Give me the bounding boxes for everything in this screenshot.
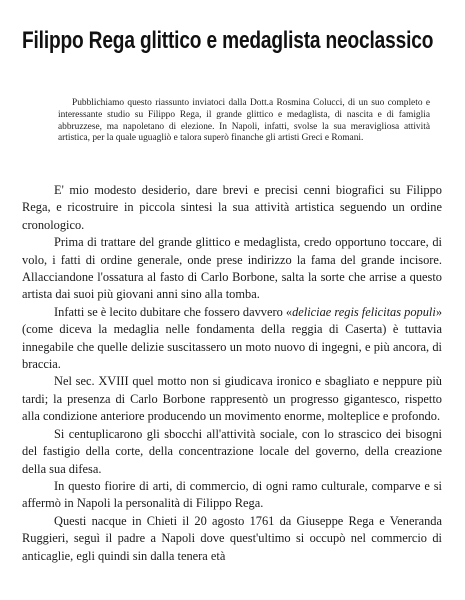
body-paragraph-3 — [22, 304, 442, 374]
body-paragraph-6: In questo fiorire di arti, di commercio, di ogni ramo culturale, comparve e si affermò in Napoli la personalità di Filippo Rega. — [22, 478, 442, 511]
article-title: Filippo Rega glittico e medaglista neoclassico — [22, 27, 434, 54]
body-paragraph-5: Si centuplicarono gli sbocchi all'attività sociale, con lo strascico dei bisogni del fastigio della corte, della concentrazione locale del governo, della creazione della sua difesa. — [22, 426, 442, 476]
body-paragraph-2: Prima di trattare del grande glittico e medaglista, credo opportuno toccare, di volo, i fatti di ordine generale, onde prese indirizzo la fama del grande incisore. Allacciandone l'ossatura al fasto di Carlo Borbone, salta la sorte che arrise a questo artista dai suoi più giovani anni sino alla tomba. — [22, 235, 442, 302]
article-abstract: Pubblichiamo questo riassunto inviatoci dalla Dott.a Rosmina Colucci, di un suo completo e interessante studio su Filippo Rega, il grande glittico e medaglista, di nascita e di famiglia abbruzzese, ma napoletano di elezione. In Napoli, infatti, svolse la sua meravigliosa attività artistica, per la quale uguagliò e talora superò finanche gli artisti Greci e Romani. — [58, 98, 430, 144]
paragraph-3-text-before: Infatti se è lecito dubitare che fossero davvero « — [54, 304, 293, 319]
paragraph-3-text-after: » (come diceva la medaglia nelle fondamenta della reggia di Caserta) è tuttavia innegabile che quelle delizie suscitassero un moto nuovo di ingegni, e più ancora, di braccia. — [22, 304, 443, 372]
body-paragraph-7: Questi nacque in Chieti il 20 agosto 1761 da Giuseppe Rega e Veneranda Ruggieri, seguì il padre a Napoli dove quest'ultimo si occupò nel commercio di anticaglie, egli quindi sin dalla tenera età — [22, 513, 442, 563]
latin-motto: deliciae regis felicitas populi — [292, 304, 436, 319]
article-body — [22, 182, 442, 565]
body-paragraph-1: E' mio modesto desiderio, dare brevi e precisi cenni biografici su Filippo Rega, e ricostruire in piccola sintesi la sua attività artistica seguendo un ordine cronologico. — [22, 183, 442, 232]
body-paragraph-4: Nel sec. XVIII quel motto non si giudicava ironico e sbagliato e neppure più tardi; la presenza di Carlo Borbone rappresentò un progresso gigantesco, rispetto alla condizione anteriore producendo un movimento enorme, molteplice e profondo. — [22, 374, 442, 424]
